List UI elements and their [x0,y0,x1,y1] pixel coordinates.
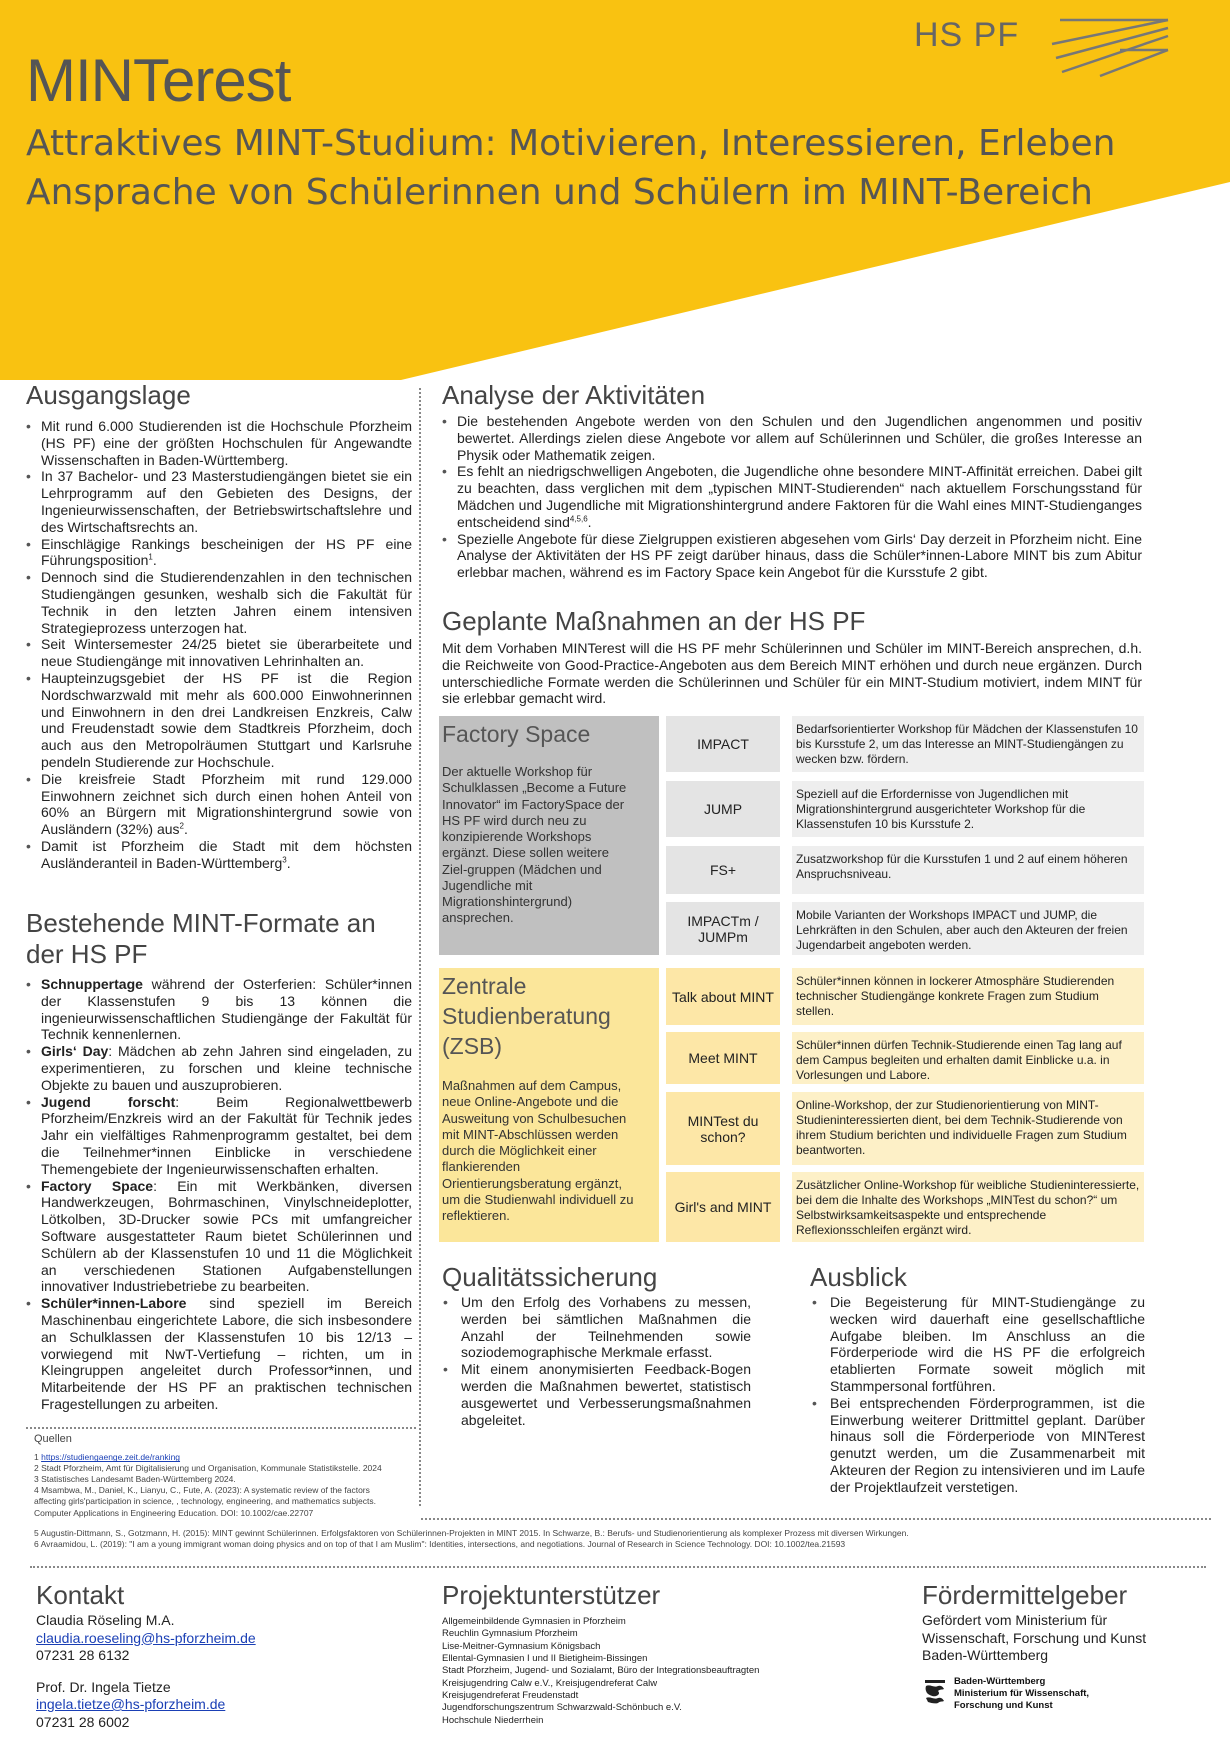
factory-space-box [439,716,659,955]
analyse-body [442,413,1142,581]
list-item: • Um den Erfolg des Vorhabens zu messen, werden bei sämtlichen Maßnahmen die Anzahl der Teilnehmenden sowie soziodemographische Merkmale erfasst. [443,1294,751,1361]
quellen-wide [34,1528,1204,1550]
quelle-item: 5 Augustin-Dittmann, S., Gotzmann, H. (2015): MINT gewinnt Schülerinnen. Erfolgsfaktoren von Schülerinnen-Projekten in MINT 2015. In Schwarze, B.: Berufs- und Studienorientierung als komplexer Prozess mit diversen Wirkungen. [34,1528,909,1538]
format-name: IMPACT [666,716,780,772]
unterstuetzer-list [442,1616,862,1727]
factory-space-title: Factory Space [442,721,591,747]
format-description: Schüler*innen dürfen Technik-Studierende einen Tag lang auf dem Campus begleiten und erhalten damit Einblicke u.a. in Vorlesungen und Labore. [792,1032,1144,1084]
list-item: Stadt Pforzheim, Jugend- und Sozialamt, Büro der Integrationsbeauftragten [442,1665,760,1677]
formate-heading: Bestehende MINT-Formate an der HS PF [26,908,376,970]
format-description: Online-Workshop, der zur Studienorientierung von MINT-Studieninteressierten dient, bei dem Technik-Studierende von ihrem Studium berichten und individuelle Fragen zum Studium beantworten. [792,1092,1144,1165]
qualitaet-heading: Qualitätssicherung [442,1262,658,1292]
list-item: Kreisjugendreferat Freudenstadt [442,1690,579,1702]
subtitle-line-1: Attraktives MINT-Studium: Motivieren, Interessieren, Erleben [26,123,1116,164]
hs-pf-logo-text: HS PF [914,16,1020,54]
quellen [34,1432,416,1519]
ausgangslage-body [26,418,412,872]
divider [26,1427,416,1429]
list-item: • Die kreisfreie Stadt Pforzheim mit rund 129.000 Einwohnern zeichnet sich durch einen hohen Anteil von 60% an Bürgern mit Migrationshintergrund sowie von Ausländern (32%) aus$^2$. [26,771,412,838]
format-description: Mobile Varianten der Workshops IMPACT und JUMP, die Lehrkräften in den Schulen, aber auch den Akteuren der freien Jugendarbeit angeboten werden. [792,902,1144,955]
list-item: • Bei entsprechenden Förderprogrammen, ist die Einwerbung weiterer Drittmittel geplant. Darüber hinaus soll die Förderperiode von MINTerest genutzt werden, um die Zusammenarbeit mit Akteuren der Region zu intensivieren und im Laufe der Projektlaufzeit verstetigen. [812,1395,1145,1496]
quelle-item: 1 https://studiengaenge.zeit.de/ranking [34,1452,181,1463]
format-description: Schüler*innen können in lockerer Atmosphäre Studierenden technischer Studiengänge konkrete Fragen zum Studium stellen. [792,968,1144,1025]
list-item: • Mit rund 6.000 Studierenden ist die Hochschule Pforzheim (HS PF) eine der größten Hochschulen für Angewandte Wissenschaften in Baden-Württemberg. [26,418,412,468]
quelle-link[interactable]: https://studiengaenge.zeit.de/ranking [41,1452,181,1463]
list-item: • Seit Wintersemester 24/25 bietet sie überarbeitete und neue Studiengänge mit innovativen Lehrinhalten an. [26,636,412,670]
list-item: Kreisjugendring Calw e.V., Kreisjugendreferat Calw [442,1677,658,1689]
list-item: • In 37 Bachelor- und 23 Masterstudiengängen bietet sie ein Lehrprogramm auf den Gebieten des Designs, der Ingenieurwissenschaften, der Betriebswirtschaftslehre und des Wirtschaftsrechts an. [26,468,412,535]
subtitle-line-2: Ansprache von Schülerinnen und Schülern im MINT-Bereich [26,172,1093,214]
contact-email-link[interactable]: ingela.tietze@hs-pforzheim.de [36,1696,226,1712]
quelle-item: 3 Statistisches Landesamt Baden-Württemberg 2024. [34,1474,236,1485]
hs-pf-logo-lines [1050,16,1170,78]
formate-body [26,976,412,1413]
column-divider [419,388,421,1506]
list-item: Ellental-Gymnasien I und II Bietigheim-Bissingen [442,1653,648,1665]
format-description: Zusatzworkshop für die Kursstufen 1 und 2 auf einem höheren Anspruchsniveau. [792,846,1144,894]
quelle-item: 2 Stadt Pforzheim, Amt für Digitalisierung und Organisation, Kommunale Statistikstelle. 2024 [34,1463,382,1474]
contact-name: Claudia Röseling M.A. [36,1612,175,1628]
zsb-box [439,968,659,1242]
list-item: • Einschlägige Rankings bescheinigen der HS PF eine Führungsposition$^1$. [26,536,412,570]
contact-email-link[interactable]: claudia.roeseling@hs-pforzheim.de [36,1629,256,1646]
format-description: Zusätzlicher Online-Workshop für weibliche Studieninteressierte, bei dem die Inhalte des Workshops „MINTest du schon?“ um Selbstwirksamkeitsaspekte und entsprechende Reflexionsschleifen ergänzt wird. [792,1172,1144,1242]
contact-phone: 07231 28 6132 [36,1647,130,1663]
list-item: • Es fehlt an niedrigschwelligen Angeboten, die Jugendliche ohne besondere MINT-Affinität erreichen. Dabei gilt zu beachten, dass verglichen mit dem „typischen MINT-Studierenden“ nach aktuellem Forschungsstand für Mädchen und Jugendliche mit Migrationshintergrund andere Faktoren für die Wahl eines MINT-Studienganges entscheidend sind$^{4,5,6}$. [442,463,1142,530]
foerder-heading: Fördermittelgeber [922,1580,1128,1610]
geplant-heading: Geplante Maßnahmen an der HS PF [442,606,866,636]
quelle-item: 4 Msambwa, M., Daniel, K., Lianyu, C., Fute, A. (2023): A systematic review of the factors affecting girls'participation in science, , technology, engineering, and mathematics subjects. Computer Applications in Engineering Education. DOI: 10.1002/cae.22707 [34,1485,376,1518]
list-item: Hochschule Niederrhein [442,1714,544,1726]
list-item: • Jugend forscht: Beim Regionalwettbewerb Pforzheim/Enzkreis wird an der Fakultät für Technik jedes Jahr ein vielfältiges Rahmenprogramm gestaltet, bei dem die Teilnehmer*innen Einblicke in verschiedene Themengebiete der Ingenieurwissenschaften erhalten. [26,1094,412,1178]
kontakt-block [36,1612,396,1731]
page-title: MINTerest [26,47,291,114]
factory-space-text: Der aktuelle Workshop für Schulklassen „Become a Future Innovator“ im FactorySpace der HS PF wird durch neu zu konzipierende Workshops ergänzt. Diese sollen weitere Ziel-gruppen (Mädchen und Jugendliche mit Migrationshintergrund) ansprechen. [442,764,627,926]
quellen-heading: Quellen [34,1433,72,1445]
contact-name: Prof. Dr. Ingela Tietze [36,1678,171,1695]
contact-phone: 07231 28 6002 [36,1713,130,1730]
analyse-heading: Analyse der Aktivitäten [442,380,706,410]
list-item: • Dennoch sind die Studierendenzahlen in den technischen Studiengängen gesunken, weshalb sich die Fakultät für Technik in den letzten Jahren einem intensiven Strategieprozess unterzogen hat. [26,569,412,636]
format-name: MINTest du schon? [666,1092,780,1165]
list-item: Lise-Meitner-Gymnasium Königsbach [442,1640,601,1652]
kontakt-heading: Kontakt [36,1580,125,1610]
list-item: Jugendforschungszentrum Schwarzwald-Schönbuch e.V. [442,1702,682,1714]
list-item: • Damit ist Pforzheim die Stadt mit dem höchsten Ausländeranteil in Baden-Württemberg$^3$. [26,838,412,872]
ausblick-heading: Ausblick [810,1262,907,1292]
ministry-logo: Baden-Württemberg Ministerium für Wissenschaft, Forschung und Kunst [922,1676,1182,1710]
list-item: • Die bestehenden Angebote werden von den Schulen und den Jugendlichen angenommen und positiv bewertet. Allerdings zielen diese Angebote vor allem auf Schülerinnen und Schüler, die großes Interesse an Physik oder Mathematik zeigen. [442,413,1142,463]
list-item: • Spezielle Angebote für diese Zielgruppen existieren abgesehen vom Girls‘ Day derzeit in Pforzheim nicht. Eine Analyse der Aktivitäten der HS PF zeigt darüber hinaus, dass die Schüler*innen-Labore MINT bis zum Abitur erlebbar machen, während es im Factory Space kein Angebot für die Kursstufe 2 gibt. [442,531,1142,581]
ausgangslage-heading: Ausgangslage [26,380,191,410]
list-item: • Girls‘ Day: Mädchen ab zehn Jahren sind eingeladen, zu experimentieren, zu forschen und kleine technische Objekte zu bauen und auszuprobieren. [26,1043,412,1093]
format-name: IMPACTm / JUMPm [666,902,780,955]
format-name: Meet MINT [666,1032,780,1084]
format-name: Talk about MINT [666,968,780,1025]
lion-crest-icon [922,1678,948,1708]
divider [30,1566,1206,1568]
list-item: • Die Begeisterung für MINT-Studiengänge zu wecken wird dauerhaft eine gesellschaftliche Aufgabe bleiben. Im Anschluss an die Förderperiode wird die HS PF die erfolgreich etablierten Formate soweit möglich mit Stammpersonal fortführen. [812,1294,1145,1395]
list-item: Allgemeinbildende Gymnasien in Pforzheim [442,1616,626,1627]
foerder-text: Gefördert vom Ministerium für Wissenschaft, Forschung und Kunst Baden-Württemberg [922,1612,1147,1663]
format-name: FS+ [666,846,780,894]
list-item: • Schnuppertage während der Osterferien: Schüler*innen der Klassenstufen 9 bis 13 können die ingenieurwissenschaftlichen Studiengänge der Fakultät für Technik kennenlernen. [26,976,412,1043]
zsb-title: Zentrale Studienberatung (ZSB) [442,973,611,1059]
format-name: Girl's and MINT [666,1172,780,1242]
list-item: • Mit einem anonymisierten Feedback-Bogen werden die Maßnahmen bewertet, statistisch ausgewertet und Verbesserungsmaßnahmen abgeleitet. [443,1361,751,1428]
geplant-text: Mit dem Vorhaben MINTerest will die HS PF mehr Schülerinnen und Schüler im MINT-Bereich ansprechen, d.h. die Reichweite von Good-Practice-Angeboten aus dem Bereich MINT erhöhen und durch neue ergänzen. Durch unterschiedliche Formate werden die Schülerinnen und Schüler für ein MINT-Studium motiviert, indem MINT für sie erlebbar gemacht wird. [442,640,1142,707]
list-item: Reuchlin Gymnasium Pforzheim [442,1628,578,1640]
format-description: Bedarfsorientierter Workshop für Mädchen der Klassenstufen 10 bis Kursstufe 2, um das Interesse an MINT-Studiengängen zu wecken bzw. fördern. [792,716,1144,772]
qualitaet-body [443,1294,751,1428]
unterstuetzer-heading: Projektunterstützer [442,1580,661,1610]
quelle-item: 6 Avraamidou, L. (2019): "I am a young immigrant woman doing physics and on top of that I am Muslim": Identities, intersections, and negotiations. Journal of Research in Science Technology. DOI: 10.1002/tea.21593 [34,1539,846,1550]
divider [421,1518,1211,1520]
format-name: JUMP [666,781,780,837]
ausblick-body [812,1294,1145,1496]
list-item: • Factory Space: Ein mit Werkbänken, diversen Handwerkzeugen, Bohrmaschinen, Vinylschneideplotter, Lötkolben, 3D-Drucker sowie PCs mit umfangreicher Software ausgestatteter Raum bietet Schülerinnen und Schülern ab der Klassenstufen 10 und 11 die Möglichkeit an verschiedenen Stationen Aufgabenstellungen innovativer Industriebetriebe zu bearbeiten. [26,1178,412,1296]
format-description: Speziell auf die Erfordernisse von Jugendlichen mit Migrationshintergrund ausgerichteter Workshop für die Klassenstufen 10 bis Kursstufe 2. [792,781,1144,837]
page-subtitle [26,122,1116,220]
list-item: • Schüler*innen-Labore sind speziell im Bereich Maschinenbau eingerichtete Labore, die sich insbesondere an Schulklassen der Klassenstufen 10 bis 12/13 – vorwiegend mit NwT-Vertiefung – richten, um in Kleingruppen angeleitet durch Professor*innen, und Mitarbeitende der HS PF an praktischen technischen Fragestellungen zu arbeiten. [26,1295,412,1413]
list-item: • Haupteinzugsgebiet der HS PF ist die Region Nordschwarzwald mit mehr als 600.000 Einwohnerinnen und Einwohnern in den drei Landkreisen Enzkreis, Calw und Freudenstadt sowie dem Stadtkreis Pforzheim, doch auch aus den Metropolräumen Stuttgart und Karlsruhe pendeln Studierende zur Hochschule. [26,670,412,771]
zsb-text: Maßnahmen auf dem Campus, neue Online-Angebote und die Ausweitung von Schulbesuchen mit MINT-Abschlüssen werden durch die Möglichkeit einer flankierenden Orientierungsberatung ergänzt, um die Studienwahl individuell zu reflektieren. [442,1078,634,1223]
